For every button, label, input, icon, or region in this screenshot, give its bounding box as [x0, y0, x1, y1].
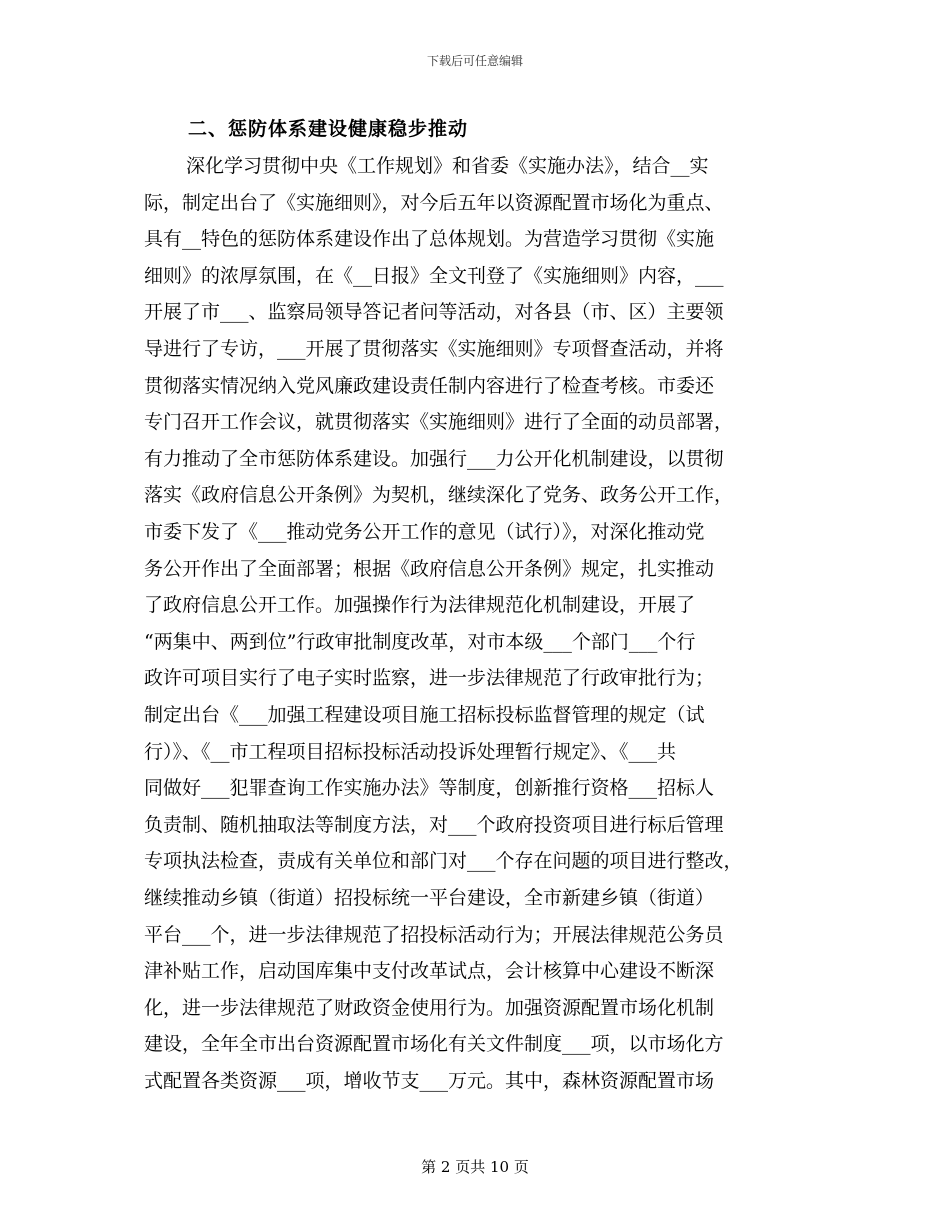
- section-heading: 二、惩防体系建设健康稳步推动: [188, 118, 469, 140]
- body-line: 继续推动乡镇（街道）招投标统一平台建设，全市新建乡镇（街道）: [144, 887, 715, 909]
- body-line: 深化学习贯彻中央《工作规划》和省委《实施办法》，结合__实: [186, 155, 709, 177]
- body-line: 具有__特色的惩防体系建设作出了总体规划。为营造学习贯彻《实施: [144, 228, 715, 251]
- body-line: 行）》、《__市工程项目招标投标活动投诉处理暂行规定》、《___共: [144, 740, 677, 763]
- page-number: 第 2 页共 10 页: [421, 1158, 529, 1176]
- body-line: “两集中、两到位”行政审批制度改革，对市本级___个部门___个行: [144, 630, 696, 653]
- body-line: 制定出台《___加强工程建设项目施工招标投标监督管理的规定（试: [144, 704, 705, 726]
- body-line: 市委下发了《___推动党务公开工作的意见（试行）》，对深化推动党: [144, 521, 705, 543]
- body-line: 务公开作出了全面部署；根据《政府信息公开条例》规定，扎实推动: [144, 557, 715, 580]
- body-line: 专项执法检查，责成有关单位和部门对___个存在问题的项目进行整改，: [144, 850, 743, 873]
- body-line: 平台___个，进一步法律规范了招投标活动行为；开展法律规范公务员: [144, 923, 724, 946]
- page-header: 下载后可任意编辑: [426, 54, 523, 68]
- body-line: 际，制定出台了《实施细则》，对今后五年以资源配置市场化为重点、: [144, 191, 724, 214]
- body-line: 化，进一步法律规范了财政资金使用行为。加强资源配置市场化机制: [144, 996, 715, 1019]
- body-line: 开展了市___、监察局领导答记者问等活动，对各县（市、区）主要领: [144, 301, 724, 324]
- body-line: 专门召开工作会议，就贯彻落实《实施细则》进行了全面的动员部署，: [144, 411, 734, 434]
- body-line: 建设，全年全市出台资源配置市场化有关文件制度___项，以市场化方: [144, 1033, 724, 1056]
- body-line: 导进行了专访，___开展了贯彻落实《实施细则》专项督查活动，并将: [144, 338, 724, 360]
- body-line: 了政府信息公开工作。加强操作行为法律规范化机制建设，开展了: [144, 594, 696, 617]
- body-line: 政许可项目实行了电子实时监察，进一步法律规范了行政审批行为；: [144, 667, 715, 690]
- body-line: 同做好___犯罪查询工作实施办法》等制度，创新推行资格___招标人: [144, 777, 715, 800]
- body-line: 细则》的浓厚氛围，在《__日报》全文刊登了《实施细则》内容，___: [144, 264, 724, 287]
- body-line: 式配置各类资源___项，增收节支___万元。其中，森林资源配置市场: [144, 1070, 715, 1092]
- body-line: 津补贴工作，启动国库集中支付改革试点，会计核算中心建设不断深: [144, 960, 715, 983]
- body-line: 有力推动了全市惩防体系建设。加强行___力公开化机制建设，以贯彻: [144, 447, 724, 470]
- body-line: 贯彻落实情况纳入党风廉政建设责任制内容进行了检查考核。市委还: [144, 374, 715, 397]
- body-line: 负责制、随机抽取法等制度方法，对___个政府投资项目进行标后管理: [144, 813, 724, 836]
- body-line: 落实《政府信息公开条例》为契机，继续深化了党务、政务公开工作，: [144, 484, 734, 507]
